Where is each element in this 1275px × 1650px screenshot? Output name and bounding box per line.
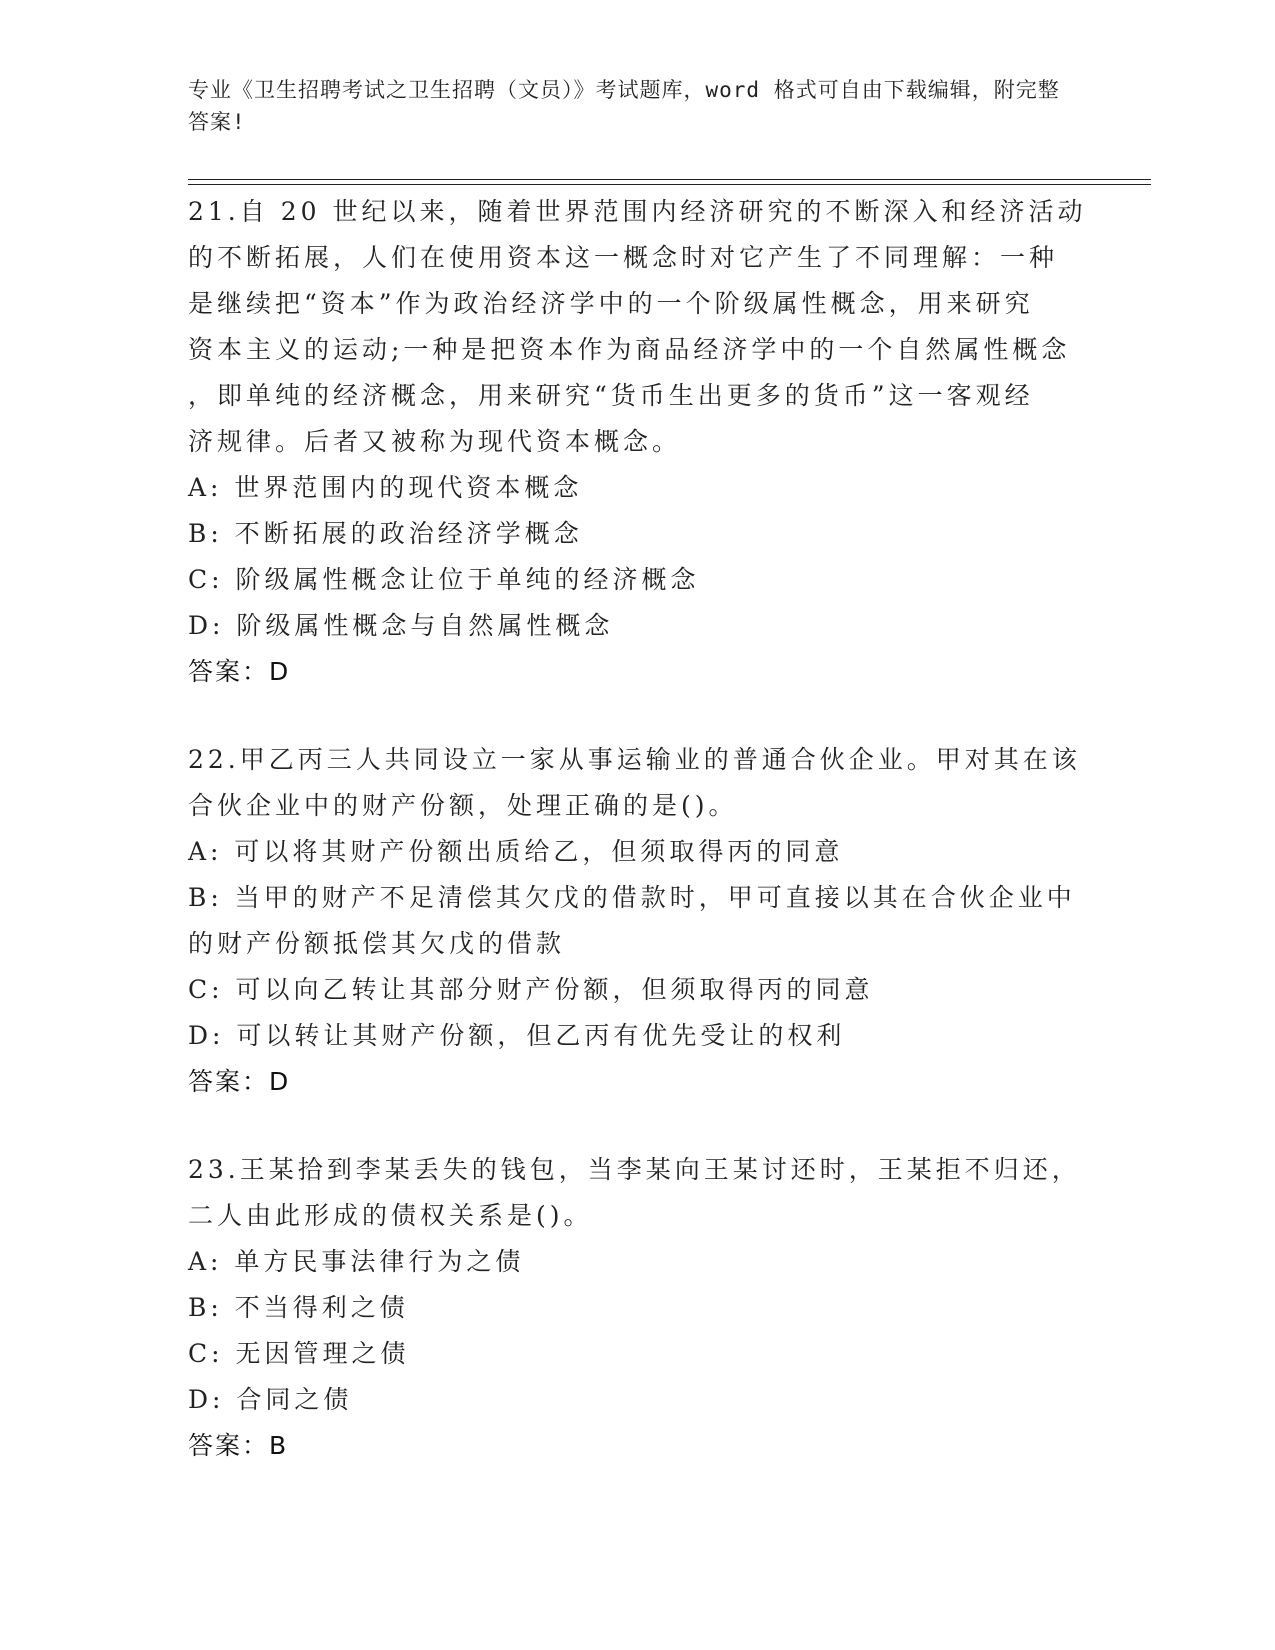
- question-22: [188, 737, 1088, 1105]
- document-header: 专业《卫生招聘考试之卫生招聘（文员）》考试题库，word 格式可自由下载编辑，附完整答案!: [188, 78, 1060, 134]
- header-divider-bottom: [188, 184, 1151, 185]
- option-a: A: 世界范围内的现代资本概念: [188, 473, 583, 502]
- answer-label: 答案：D: [188, 657, 291, 686]
- option-a: A: 单方民事法律行为之债: [188, 1247, 525, 1276]
- question-stem-line: 21.自 20 世纪以来，随着世界范围内经济研究的不断深入和经济活动: [188, 197, 1087, 226]
- option-c: C: 可以向乙转让其部分财产份额，但须取得丙的同意: [188, 975, 874, 1004]
- option-b: B: 不断拓展的政治经济学概念: [188, 519, 583, 548]
- option-b-continued: 的财产份额抵偿其欠戊的借款: [188, 929, 566, 958]
- option-d: D: 阶级属性概念与自然属性概念: [188, 611, 614, 640]
- option-b: B: 不当得利之债: [188, 1293, 409, 1322]
- question-stem-line: ，即单纯的经济概念，用来研究“货币生出更多的货币”这一客观经: [188, 381, 1034, 410]
- option-c: C: 阶级属性概念让位于单纯的经济概念: [188, 565, 700, 594]
- question-stem-line: 二人由此形成的债权关系是()。: [188, 1201, 593, 1230]
- answer-label: 答案：D: [188, 1067, 291, 1096]
- question-stem-line: 22.甲乙丙三人共同设立一家从事运输业的普通合伙企业。甲对其在该: [188, 745, 1081, 774]
- question-stem-line: 23.王某拾到李某丢失的钱包，当李某向王某讨还时，王某拒不归还，: [188, 1155, 1081, 1184]
- question-stem-line: 济规律。后者又被称为现代资本概念。: [188, 427, 682, 456]
- question-stem-line: 资本主义的运动;一种是把资本作为商品经济学中的一个自然属性概念: [188, 335, 1071, 364]
- answer-label: 答案：B: [188, 1431, 289, 1460]
- header-divider-top: [188, 179, 1151, 180]
- question-23: [188, 1147, 1088, 1469]
- option-c: C: 无因管理之债: [188, 1339, 410, 1368]
- option-a: A: 可以将其财产份额出质给乙，但须取得丙的同意: [188, 837, 844, 866]
- question-21: [188, 189, 1088, 695]
- question-stem-line: 的不断拓展，人们在使用资本这一概念时对它产生了不同理解：一种: [188, 243, 1059, 272]
- option-d: D: 可以转让其财产份额，但乙丙有优先受让的权利: [188, 1021, 846, 1050]
- option-b: B: 当甲的财产不足清偿其欠戊的借款时，甲可直接以其在合伙企业中: [188, 883, 1076, 912]
- question-stem-line: 合伙企业中的财产份额，处理正确的是()。: [188, 791, 738, 820]
- option-d: D: 合同之债: [188, 1385, 353, 1414]
- question-list: [188, 189, 1088, 1511]
- question-stem-line: 是继续把“资本”作为政治经济学中的一个阶级属性概念，用来研究: [188, 289, 1034, 318]
